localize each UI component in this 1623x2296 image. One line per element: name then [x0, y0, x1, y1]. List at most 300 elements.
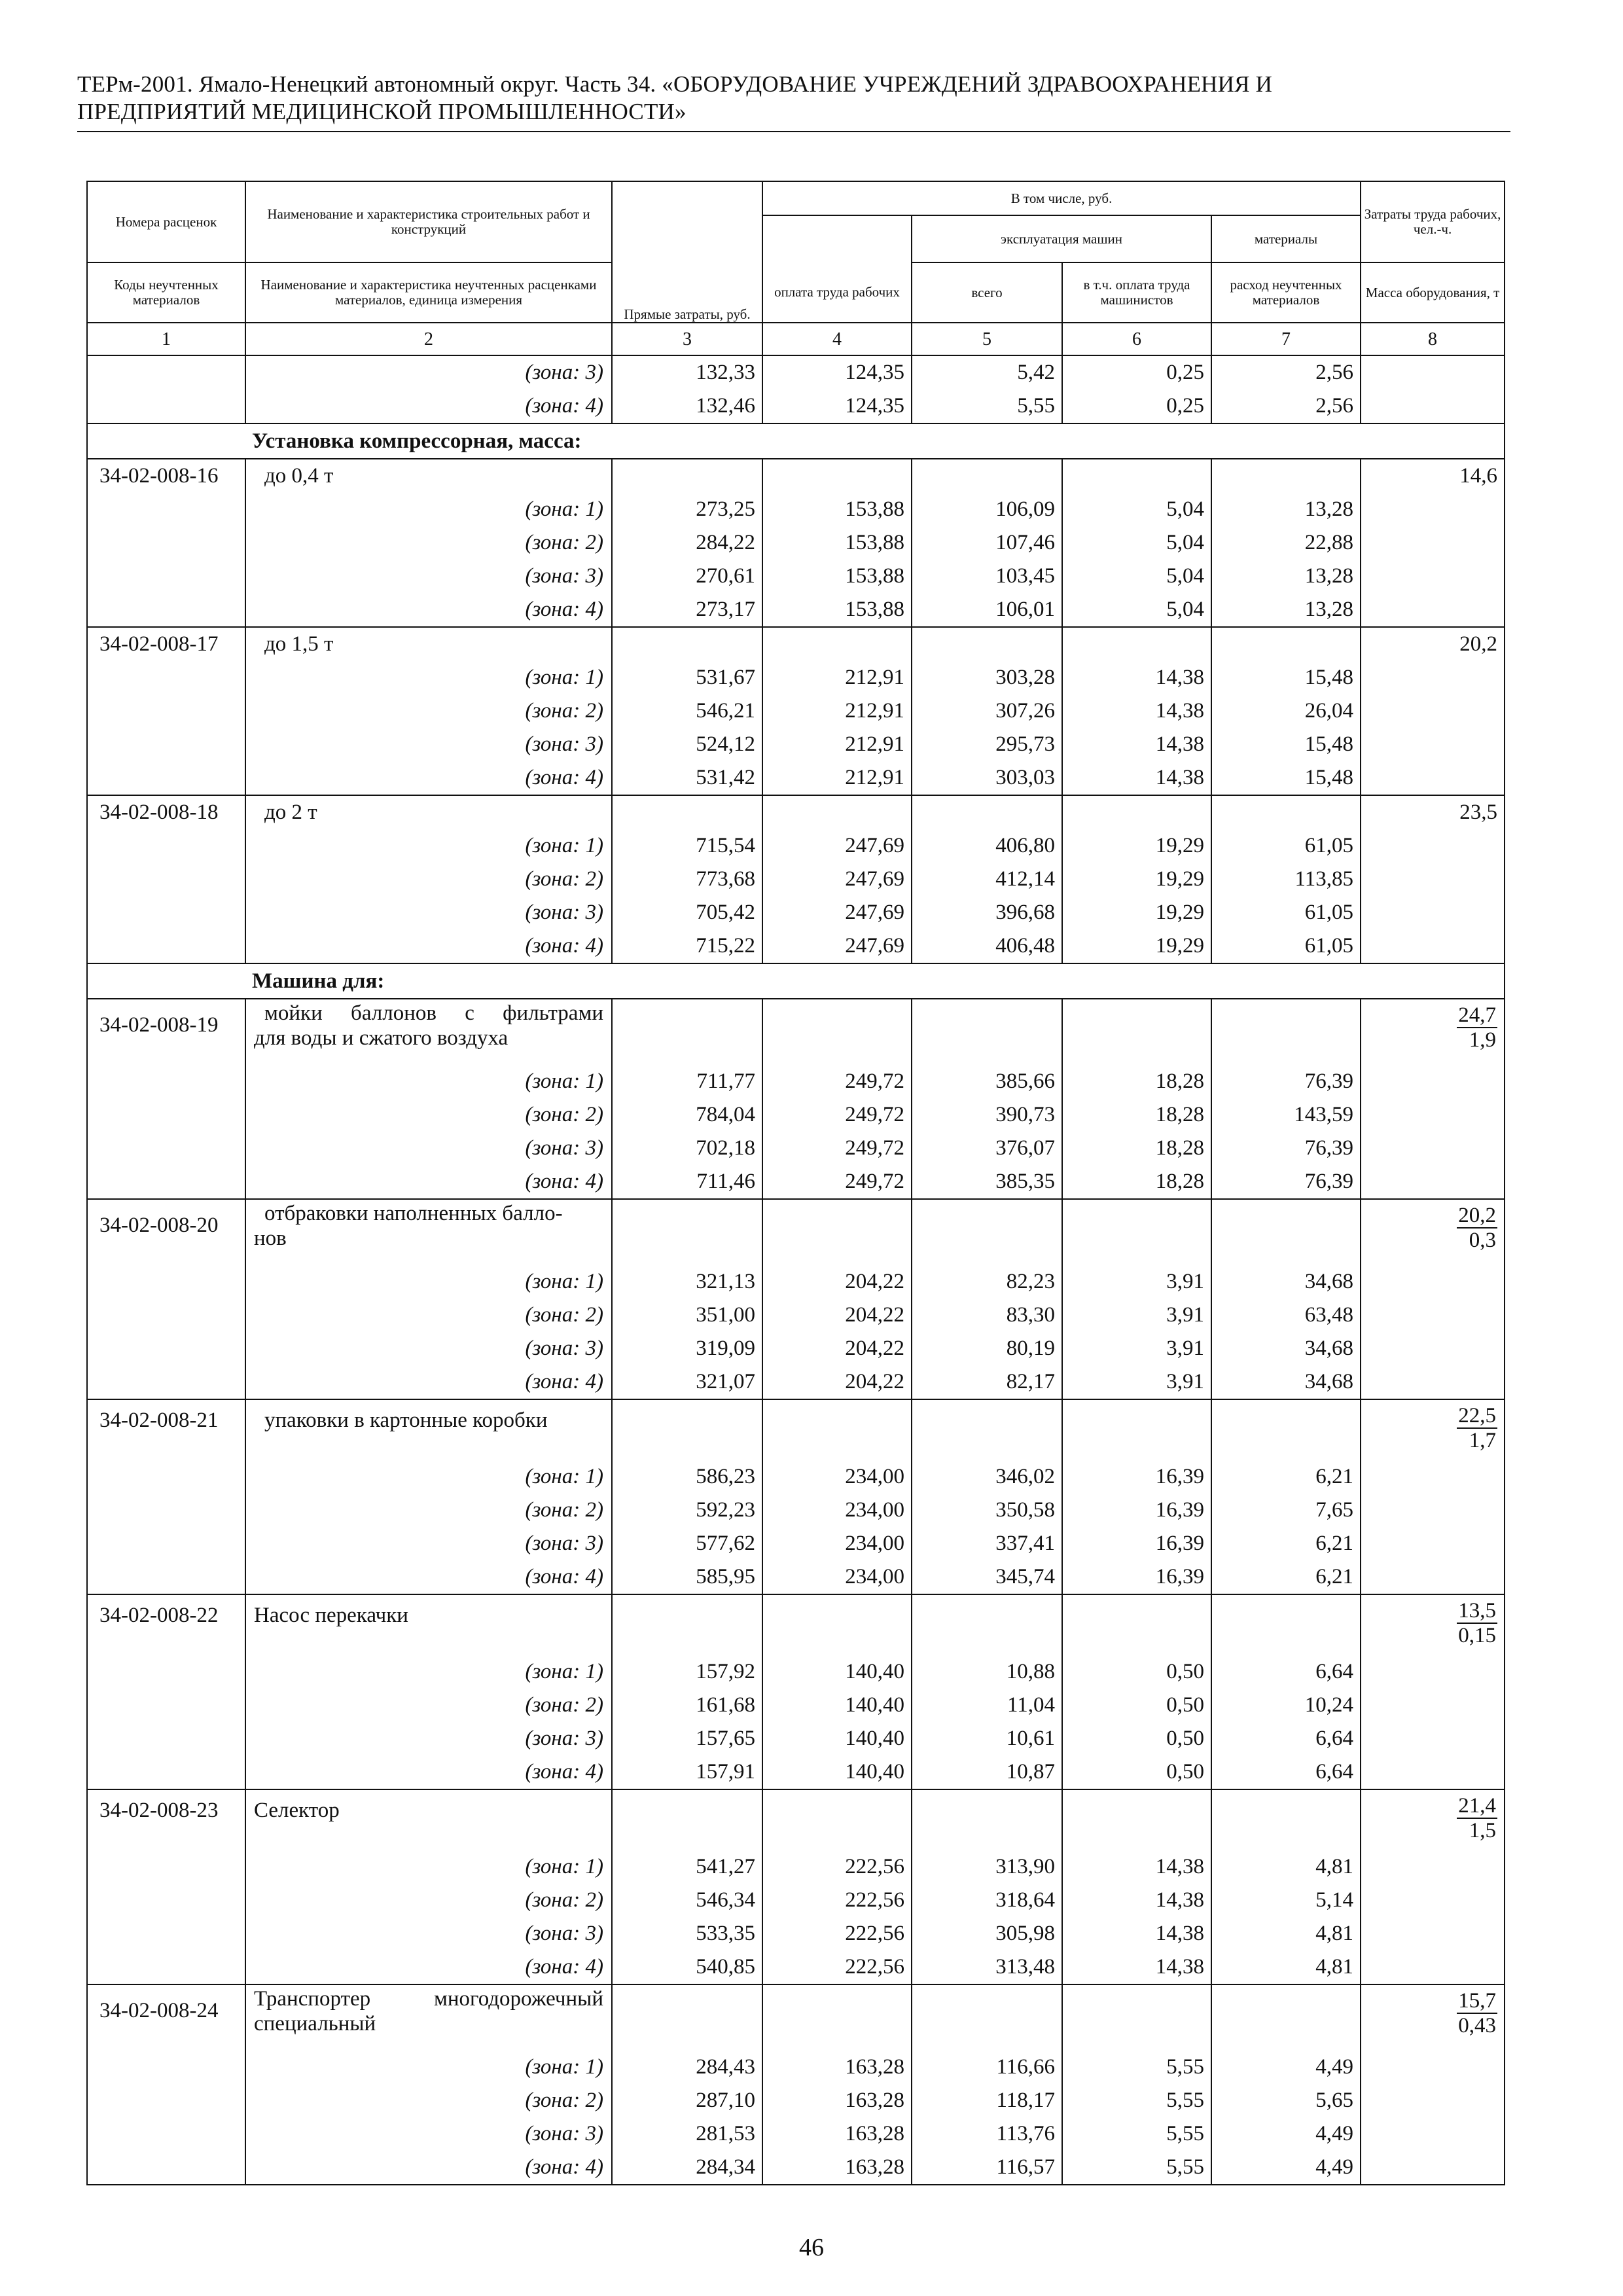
labor-value: 24,7	[1458, 1003, 1497, 1027]
cell-machinists: 5,04	[1062, 526, 1211, 560]
col-materials: материалы	[1211, 215, 1361, 262]
table-row	[87, 896, 1505, 929]
labor-mass-fraction	[1457, 999, 1497, 1052]
cell-labor: 23,5	[1361, 795, 1505, 829]
zone-label: (зона: 3)	[525, 564, 603, 588]
rate-block-19	[87, 999, 1505, 1199]
mass-value: 0,15	[1458, 1624, 1497, 1647]
cell-pay: 222,56	[762, 1917, 912, 1950]
zone-label: (зона: 4)	[525, 1370, 603, 1393]
col-total: всего	[912, 262, 1062, 323]
cell-machinists: 14,38	[1062, 1884, 1211, 1917]
zone-label: (зона: 3)	[525, 1922, 603, 1945]
cell-pay: 204,22	[762, 1332, 912, 1365]
rate-code: 34-02-008-19	[87, 999, 245, 1065]
cell-direct: 705,42	[612, 896, 762, 929]
table-row	[87, 2084, 1505, 2117]
rate-code: 34-02-008-23	[87, 1789, 245, 1850]
cell-pay: 249,72	[762, 1132, 912, 1165]
cell-direct: 321,13	[612, 1265, 762, 1299]
mass-value: 1,7	[1469, 1429, 1497, 1452]
col-machinist-pay: в т.ч. оплата труда машинистов	[1062, 262, 1211, 323]
labor-value: 20,2	[1458, 1204, 1497, 1227]
cell-machines: 376,07	[912, 1132, 1062, 1165]
table-row	[87, 593, 1505, 627]
rate-name: Насос перекачки	[245, 1594, 612, 1655]
mass-value: 0,43	[1458, 2014, 1497, 2037]
cell-direct: 711,77	[612, 1065, 762, 1098]
cell-machines: 113,76	[912, 2117, 1062, 2151]
section-title-row	[87, 423, 1505, 459]
cell-pay: 249,72	[762, 1065, 912, 1098]
continued-block	[87, 355, 1505, 423]
cell-machines: 10,88	[912, 1655, 1062, 1689]
cell-pay: 212,91	[762, 728, 912, 761]
zone-label: (зона: 1)	[525, 1069, 603, 1093]
cell-pay: 204,22	[762, 1365, 912, 1399]
table-row	[87, 1917, 1505, 1950]
cell-machines: 346,02	[912, 1460, 1062, 1494]
cell-machinists: 5,55	[1062, 2151, 1211, 2185]
table-row	[87, 1789, 1505, 1850]
col-num-4: 4	[762, 323, 912, 355]
cell-machinists: 3,91	[1062, 1332, 1211, 1365]
cell-materials: 6,21	[1211, 1460, 1361, 1494]
table-row	[87, 1399, 1505, 1460]
rate-block-21	[87, 1399, 1505, 1594]
cell-direct: 585,95	[612, 1560, 762, 1594]
cell-materials: 15,48	[1211, 661, 1361, 694]
cell-materials: 61,05	[1211, 829, 1361, 863]
cell-pay: 247,69	[762, 863, 912, 896]
cell-machines: 5,55	[912, 389, 1062, 423]
cell-direct: 287,10	[612, 2084, 762, 2117]
col-direct-costs: Прямые затраты, руб.	[612, 181, 762, 323]
labor-mass-fraction	[1457, 1985, 1497, 2037]
cell-materials: 34,68	[1211, 1365, 1361, 1399]
header-rule	[77, 131, 1510, 132]
cell-materials: 6,21	[1211, 1560, 1361, 1594]
zone-label: (зона: 3)	[525, 2122, 603, 2145]
cell-machinists: 3,91	[1062, 1299, 1211, 1332]
cell-machines: 303,03	[912, 761, 1062, 795]
cell-machines: 83,30	[912, 1299, 1062, 1332]
cell-machinists: 19,29	[1062, 863, 1211, 896]
col-num-5: 5	[912, 323, 1062, 355]
table-row	[87, 2117, 1505, 2151]
cell-direct: 284,34	[612, 2151, 762, 2185]
table-row	[87, 1365, 1505, 1399]
cell-direct: 577,62	[612, 1527, 762, 1560]
col-num-7: 7	[1211, 323, 1361, 355]
col-worker-pay: оплата труда рабочих	[762, 262, 912, 323]
cell-machinists: 14,38	[1062, 1917, 1211, 1950]
cell-pay: 124,35	[762, 389, 912, 423]
rate-code: 34-02-008-16	[87, 459, 245, 493]
cell-pay: 234,00	[762, 1494, 912, 1527]
table-row	[87, 761, 1505, 795]
table-row	[87, 627, 1505, 661]
cell-machines: 318,64	[912, 1884, 1062, 1917]
zone-label: (зона: 2)	[525, 531, 603, 554]
cell-materials: 76,39	[1211, 1065, 1361, 1098]
zone-label: (зона: 2)	[525, 2089, 603, 2112]
cell-materials: 61,05	[1211, 929, 1361, 963]
table-row	[87, 560, 1505, 593]
zone-label: (зона: 2)	[525, 1303, 603, 1327]
cell-machines: 307,26	[912, 694, 1062, 728]
col-num-1: 1	[87, 323, 245, 355]
cell-materials: 4,81	[1211, 1850, 1361, 1884]
zone-label: (зона: 2)	[525, 867, 603, 891]
cell-machines: 313,48	[912, 1950, 1062, 1984]
cell-machines: 305,98	[912, 1917, 1062, 1950]
cell-machinists: 0,50	[1062, 1722, 1211, 1755]
labor-mass-fraction	[1457, 1200, 1497, 1252]
cell-direct: 531,42	[612, 761, 762, 795]
rate-code: 34-02-008-17	[87, 627, 245, 661]
cell-direct: 524,12	[612, 728, 762, 761]
cell-machinists: 19,29	[1062, 929, 1211, 963]
col-num-8: 8	[1361, 323, 1505, 355]
table-row	[87, 1755, 1505, 1789]
rate-code: 34-02-008-21	[87, 1399, 245, 1460]
table-row	[87, 1722, 1505, 1755]
cell-pay: 140,40	[762, 1755, 912, 1789]
cell-machines: 10,87	[912, 1755, 1062, 1789]
cell-machinists: 0,25	[1062, 355, 1211, 389]
cell-pay: 153,88	[762, 560, 912, 593]
cell-machinists: 16,39	[1062, 1527, 1211, 1560]
cell-direct: 157,92	[612, 1655, 762, 1689]
zone-label: (зона: 4)	[525, 2155, 603, 2179]
table-row	[87, 1594, 1505, 1655]
labor-value: 21,4	[1458, 1794, 1497, 1818]
cell-pay: 163,28	[762, 2151, 912, 2185]
cell-direct: 715,54	[612, 829, 762, 863]
cell-machinists: 5,55	[1062, 2051, 1211, 2084]
rate-block-18	[87, 795, 1505, 963]
cell-machines: 350,58	[912, 1494, 1062, 1527]
cell-materials: 15,48	[1211, 728, 1361, 761]
cell-machines: 385,66	[912, 1065, 1062, 1098]
cell-machines: 103,45	[912, 560, 1062, 593]
table-row	[87, 1884, 1505, 1917]
col-blank	[762, 215, 912, 262]
labor-mass-fraction	[1457, 1790, 1497, 1842]
table-row	[87, 728, 1505, 761]
cell-machinists: 0,50	[1062, 1689, 1211, 1722]
col-unaccounted-name: Наименование и характеристика неучтенных расценками материалов, единица измерения	[245, 262, 612, 323]
table-row	[87, 1199, 1505, 1265]
table-row	[87, 1655, 1505, 1689]
cell-pay: 234,00	[762, 1460, 912, 1494]
table-row	[87, 1065, 1505, 1098]
cell-direct: 533,35	[612, 1917, 762, 1950]
cell-materials: 4,49	[1211, 2151, 1361, 2185]
col-machine-operation: эксплуатация машин	[912, 215, 1211, 262]
cell-machines: 80,19	[912, 1332, 1062, 1365]
cell-direct: 531,67	[612, 661, 762, 694]
zone-label: (зона: 2)	[525, 1498, 603, 1522]
cell-labor: 14,6	[1361, 459, 1505, 493]
table-row	[87, 1098, 1505, 1132]
cell-machinists: 14,38	[1062, 661, 1211, 694]
table-row	[87, 1165, 1505, 1199]
rate-block-20	[87, 1199, 1505, 1399]
cell-materials: 6,64	[1211, 1722, 1361, 1755]
rate-name: Селектор	[245, 1789, 612, 1850]
zone-label: (зона: 1)	[525, 1660, 603, 1683]
cell-materials: 13,28	[1211, 593, 1361, 627]
cell-pay: 212,91	[762, 694, 912, 728]
cell-pay: 212,91	[762, 761, 912, 795]
header-line-2: ПРЕДПРИЯТИЙ МЕДИЦИНСКОЙ ПРОМЫШЛЕННОСТИ»	[77, 99, 687, 124]
rate-block-17	[87, 627, 1505, 795]
cell-machinists: 14,38	[1062, 1850, 1211, 1884]
labor-value: 13,5	[1458, 1599, 1497, 1623]
rate-block-16	[87, 459, 1505, 627]
cell-machines: 345,74	[912, 1560, 1062, 1594]
table-row	[87, 459, 1505, 493]
rate-name	[245, 1199, 612, 1265]
col-rate-number: Номера расценок	[87, 181, 245, 262]
table-row	[87, 863, 1505, 896]
rate-name	[245, 1984, 612, 2051]
rate-name-line-2: специальный	[254, 2012, 376, 2036]
cell-pay: 212,91	[762, 661, 912, 694]
cell-materials: 7,65	[1211, 1494, 1361, 1527]
cell-machines: 106,09	[912, 493, 1062, 526]
cell-materials: 4,49	[1211, 2117, 1361, 2151]
cell-machinists: 0,50	[1062, 1755, 1211, 1789]
cell-direct: 273,25	[612, 493, 762, 526]
page-number: 46	[799, 2234, 824, 2261]
cell-machines: 10,61	[912, 1722, 1062, 1755]
rate-block-22	[87, 1594, 1505, 1789]
cell-pay: 140,40	[762, 1689, 912, 1722]
cell-machines: 337,41	[912, 1527, 1062, 1560]
zone-label: (зона: 3)	[525, 901, 603, 924]
cell-machines: 107,46	[912, 526, 1062, 560]
zone-label: (зона: 1)	[525, 666, 603, 689]
cell-direct: 319,09	[612, 1332, 762, 1365]
cell-direct: 132,46	[612, 389, 762, 423]
cell-direct: 161,68	[612, 1689, 762, 1722]
table-row	[87, 1984, 1505, 2051]
cell-machines: 118,17	[912, 2084, 1062, 2117]
cell-materials: 5,14	[1211, 1884, 1361, 1917]
labor-mass-fraction	[1457, 1400, 1497, 1452]
col-num-3: 3	[612, 323, 762, 355]
cell-direct: 702,18	[612, 1132, 762, 1165]
cell-pay: 153,88	[762, 593, 912, 627]
col-labor-costs: Затраты труда рабочих, чел.-ч.	[1361, 181, 1505, 262]
cell-machinists: 18,28	[1062, 1165, 1211, 1199]
cell-materials: 6,64	[1211, 1655, 1361, 1689]
rate-name-line-1: мойки баллонов с фильтрами	[264, 1001, 603, 1025]
cell-machinists: 18,28	[1062, 1132, 1211, 1165]
cell-direct: 773,68	[612, 863, 762, 896]
col-unaccounted-codes: Коды неучтенных материалов	[87, 262, 245, 323]
table-row	[87, 526, 1505, 560]
cell-direct: 270,61	[612, 560, 762, 593]
rate-code: 34-02-008-18	[87, 795, 245, 829]
cell-materials: 10,24	[1211, 1689, 1361, 1722]
zone-label: (зона: 4)	[525, 598, 603, 621]
cell-pay: 247,69	[762, 829, 912, 863]
zone-label: (зона: 4)	[525, 1170, 603, 1193]
table-row	[87, 999, 1505, 1065]
col-unaccounted-use: расход неучтенных материалов	[1211, 262, 1361, 323]
cell-materials: 63,48	[1211, 1299, 1361, 1332]
rate-name-line-2: для воды и сжатого воздуха	[254, 1026, 508, 1050]
rates-table	[86, 181, 1505, 2185]
table-row	[87, 1527, 1505, 1560]
cell-materials: 2,56	[1211, 355, 1361, 389]
cell-pay: 234,00	[762, 1527, 912, 1560]
header-line-1: ТЕРм-2001. Ямало-Ненецкий автономный округ. Часть 34. «ОБОРУДОВАНИЕ УЧРЕЖДЕНИЙ ЗДРАВООХРАНЕНИЯ И	[77, 71, 1273, 97]
cell-pay: 222,56	[762, 1950, 912, 1984]
col-equipment-mass: Масса оборудования, т	[1361, 262, 1505, 323]
table-row	[87, 1950, 1505, 1984]
cell-machines: 406,48	[912, 929, 1062, 963]
cell-machinists: 3,91	[1062, 1265, 1211, 1299]
table-row	[87, 1689, 1505, 1722]
cell-direct: 284,43	[612, 2051, 762, 2084]
table-row	[87, 1265, 1505, 1299]
rate-block-24	[87, 1984, 1505, 2185]
cell-pay: 163,28	[762, 2084, 912, 2117]
cell-materials: 6,21	[1211, 1527, 1361, 1560]
cell-pay: 247,69	[762, 896, 912, 929]
cell-direct: 586,23	[612, 1460, 762, 1494]
labor-value: 22,5	[1458, 1404, 1497, 1427]
cell-machinists: 5,55	[1062, 2117, 1211, 2151]
table-row	[87, 929, 1505, 963]
col-work-name: Наименование и характеристика строительных работ и конструкций	[245, 181, 612, 262]
rate-code: 34-02-008-24	[87, 1984, 245, 2051]
zone-label: (зона: 2)	[525, 699, 603, 723]
mass-value: 1,5	[1469, 1819, 1497, 1842]
labor-value: 15,7	[1458, 1989, 1497, 2013]
section-machine	[87, 963, 1505, 999]
table-row	[87, 2051, 1505, 2084]
zone-label: (зона: 3)	[525, 1136, 603, 1160]
cell-direct: 281,53	[612, 2117, 762, 2151]
cell-machines: 295,73	[912, 728, 1062, 761]
cell-pay: 222,56	[762, 1850, 912, 1884]
table-row	[87, 829, 1505, 863]
labor-mass-fraction	[1457, 1595, 1497, 1647]
cell-machines: 106,01	[912, 593, 1062, 627]
rate-name: до 0,4 т	[245, 459, 612, 493]
col-including: В том числе, руб.	[762, 181, 1361, 215]
cell-direct: 157,65	[612, 1722, 762, 1755]
cell-direct: 132,33	[612, 355, 762, 389]
cell-materials: 4,81	[1211, 1917, 1361, 1950]
section-title-row	[87, 963, 1505, 999]
cell-machinists: 14,38	[1062, 728, 1211, 761]
rate-name: упаковки в картонные коробки	[245, 1399, 612, 1460]
cell-machinists: 3,91	[1062, 1365, 1211, 1399]
zone-label: (зона: 1)	[525, 2055, 603, 2079]
cell-machinists: 14,38	[1062, 1950, 1211, 1984]
cell-machinists: 16,39	[1062, 1494, 1211, 1527]
rate-name	[245, 999, 612, 1065]
cell-machines: 396,68	[912, 896, 1062, 929]
cell-materials: 13,28	[1211, 493, 1361, 526]
cell-machines: 11,04	[912, 1689, 1062, 1722]
section-title: Установка компрессорная, масса:	[245, 423, 1505, 459]
table-row	[87, 355, 1505, 389]
cell-materials: 2,56	[1211, 389, 1361, 423]
cell-machinists: 14,38	[1062, 694, 1211, 728]
rate-name-line-1: отбраковки наполненных балло-	[264, 1202, 563, 1225]
cell-machines: 390,73	[912, 1098, 1062, 1132]
rate-block-23	[87, 1789, 1505, 1984]
cell-direct: 157,91	[612, 1755, 762, 1789]
cell-pay: 249,72	[762, 1165, 912, 1199]
cell-direct: 546,21	[612, 694, 762, 728]
cell-direct: 541,27	[612, 1850, 762, 1884]
cell-machines: 82,17	[912, 1365, 1062, 1399]
cell-pay: 124,35	[762, 355, 912, 389]
zone-label: (зона: 3)	[525, 361, 603, 384]
zone-label: (зона: 4)	[525, 1955, 603, 1979]
col-num-6: 6	[1062, 323, 1211, 355]
zone-label: (зона: 2)	[525, 1693, 603, 1717]
cell-machinists: 5,55	[1062, 2084, 1211, 2117]
cell-direct: 711,46	[612, 1165, 762, 1199]
rate-code: 34-02-008-20	[87, 1199, 245, 1265]
table-row	[87, 2151, 1505, 2185]
table-row	[87, 661, 1505, 694]
cell-pay: 249,72	[762, 1098, 912, 1132]
zone-label: (зона: 1)	[525, 497, 603, 521]
cell-machines: 303,28	[912, 661, 1062, 694]
cell-direct: 784,04	[612, 1098, 762, 1132]
cell-materials: 143,59	[1211, 1098, 1361, 1132]
cell-pay: 140,40	[762, 1722, 912, 1755]
table-row	[87, 1494, 1505, 1527]
cell-machinists: 18,28	[1062, 1065, 1211, 1098]
cell-direct: 540,85	[612, 1950, 762, 1984]
rate-name-line-1: Транспортер многодорожечный	[254, 1987, 603, 2011]
cell-pay: 204,22	[762, 1299, 912, 1332]
cell-materials: 113,85	[1211, 863, 1361, 896]
cell-materials: 26,04	[1211, 694, 1361, 728]
cell-labor: 20,2	[1361, 627, 1505, 661]
section-title: Машина для:	[245, 963, 1505, 999]
table-row	[87, 795, 1505, 829]
zone-label: (зона: 3)	[525, 1336, 603, 1360]
cell-direct: 715,22	[612, 929, 762, 963]
cell-pay: 222,56	[762, 1884, 912, 1917]
cell-machinists: 18,28	[1062, 1098, 1211, 1132]
table-row	[87, 1299, 1505, 1332]
zone-label: (зона: 4)	[525, 1760, 603, 1784]
cell-materials: 4,81	[1211, 1950, 1361, 1984]
cell-machinists: 16,39	[1062, 1460, 1211, 1494]
table-row	[87, 1560, 1505, 1594]
cell-machines: 116,66	[912, 2051, 1062, 2084]
cell-machinists: 16,39	[1062, 1560, 1211, 1594]
cell-machines: 385,35	[912, 1165, 1062, 1199]
table-row	[87, 1332, 1505, 1365]
rate-name: до 2 т	[245, 795, 612, 829]
cell-machinists: 14,38	[1062, 761, 1211, 795]
